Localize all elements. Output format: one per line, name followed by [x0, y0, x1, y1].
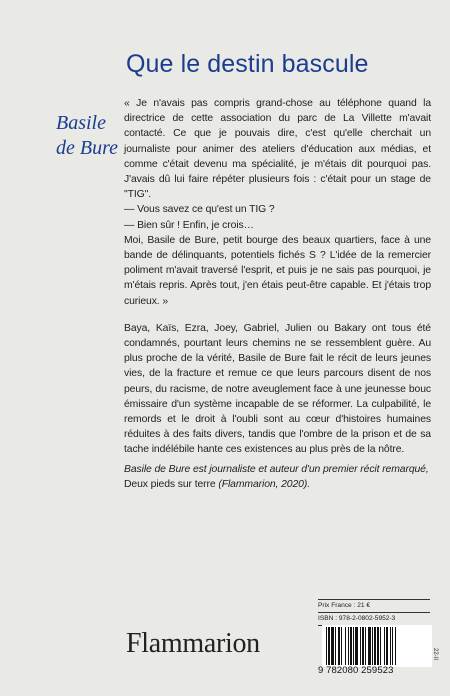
barcode-bar — [355, 627, 358, 665]
barcode-bar — [384, 627, 385, 665]
barcode-bar — [341, 627, 342, 665]
bio-book-title: Deux pieds sur terre — [124, 479, 219, 491]
barcode-bar — [362, 627, 364, 665]
barcode-bar — [345, 627, 346, 665]
barcode-bar — [353, 627, 354, 665]
barcode-bars — [322, 625, 432, 667]
blurb-dialogue-line: — Bien sûr ! Enfin, je crois… — [124, 219, 254, 231]
author-name — [56, 111, 118, 161]
barcode-bar — [326, 627, 327, 665]
blurb — [124, 96, 431, 458]
divider — [318, 599, 430, 600]
barcode-bar — [360, 627, 361, 665]
barcode-bar — [331, 627, 334, 665]
divider — [318, 612, 430, 613]
book-title: Que le destin bascule — [126, 50, 369, 78]
blurb-quote-ending: Moi, Basile de Bure, petit bourge des beaux quartiers, face à une bande de délinquants, potentiels fichés S ? L'idée de la remercier poliment m'avait traversé l'esprit, et puis je ne sais pas pourquoi, je m'étais repris. Après tout, j'en étais peut-être capable. Et j'étais trop curieux. » — [124, 234, 431, 307]
blurb-summary-paragraph: Baya, Kaïs, Ezra, Joey, Gabriel, Julien ou Bakary ont tous été condamnés, pourtant leurs chemins ne se ressemblent guère. Au plus proche de la vérité, Basile de Bure fait le récit de leurs jeunes vies, de la fracture et remue ce que leurs parcours disent de nos peurs, du racisme, de notre aveuglement face à une jeunesse bouc émissaire d'un système incapable de se réformer. La culpabilité, le remords et le droit à l'oubli sont au cœur d'histoires humaines réduites à des faits divers, tandis que l'ombre de la prison et de sa tache indélébile hante ces existences au plus près de la nôtre. — [124, 322, 431, 456]
blurb-quote-paragraph: « Je n'avais pas compris grand-chose au téléphone quand la directrice de cette association du parc de La Villette m'avait contacté. Ce que je pouvais dire, c'est qu'elle cherchait un journaliste pour animer des ateliers d'éducation aux médias, et comme c'était devenu ma spécialité, je m'étais dit pourquoi pas. J'avais dû lui faire répéter plusieurs fois : c'était pour un stage de "TIG". — [124, 98, 431, 201]
barcode-bar — [374, 627, 376, 665]
barcode-bar — [372, 627, 373, 665]
author-first-line: Basile — [56, 112, 106, 134]
side-code: 22-II — [432, 648, 438, 661]
barcode-bar — [377, 627, 379, 665]
paragraph-gap — [124, 309, 431, 321]
barcode-bar — [328, 627, 330, 665]
barcode-bar — [392, 627, 393, 665]
barcode — [322, 625, 432, 667]
barcode-bar — [335, 627, 336, 665]
publisher-logo: Flammarion — [126, 628, 260, 659]
barcode-bar — [365, 627, 366, 665]
barcode-bar — [368, 627, 371, 665]
isbn-label: ISBN : 978-2-0802-5952-3 — [318, 615, 396, 622]
barcode-bar — [348, 627, 349, 665]
barcode-bar — [395, 627, 396, 665]
bio-text-italic: Basile de Bure est journaliste et auteur d'un premier récit remarqué, — [124, 464, 429, 475]
author-bio — [124, 462, 429, 492]
price-box — [318, 598, 430, 627]
blurb-dialogue-line: — Vous savez ce qu'est un TIG ? — [124, 204, 275, 216]
price-label: Prix France : 21 € — [318, 602, 371, 609]
author-second-line: de Bure — [56, 137, 119, 159]
bio-publication-info: (Flammarion, 2020). — [218, 479, 310, 491]
barcode-bar — [390, 627, 391, 665]
barcode-bar — [338, 627, 340, 665]
barcode-bar — [386, 627, 388, 665]
barcode-bar — [380, 627, 381, 665]
barcode-digits: 9 782080 259523 — [318, 665, 394, 676]
barcode-bar — [350, 627, 352, 665]
